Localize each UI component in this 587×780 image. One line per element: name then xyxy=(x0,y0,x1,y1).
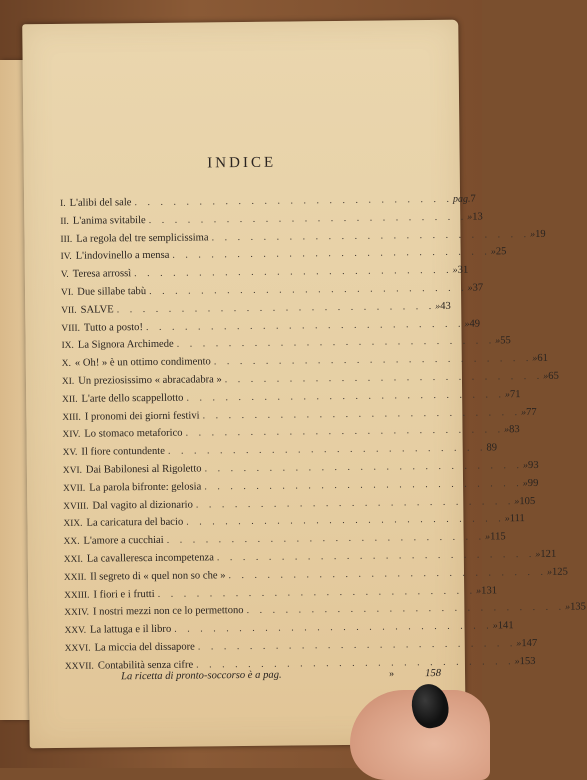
entry-page-number: 141 xyxy=(497,620,514,632)
entry-ditto: » xyxy=(546,566,553,578)
entry-title: Il fiore contundente xyxy=(81,445,165,458)
leader-dots: . . . . . . . . . . . . . . . . . . . . . . . . . xyxy=(166,531,486,546)
entry-page-number: 105 xyxy=(519,495,536,507)
entry-title: Il segreto di « quel non so che » xyxy=(90,569,226,583)
footer-ditto: » xyxy=(388,668,395,680)
table-of-contents xyxy=(60,193,587,678)
entry-number: XV. xyxy=(62,447,78,459)
entry-ditto: » xyxy=(467,282,473,294)
entry-ditto: » xyxy=(535,548,541,560)
leader-dots: . . . . . . . . . . . . . . . . . . . . . . . . . xyxy=(195,495,515,511)
entry-ditto: » xyxy=(504,424,510,436)
entry-title: Un preziosissimo « abracadabra » xyxy=(78,374,222,387)
footer-page-number: 158 xyxy=(425,667,442,680)
entry-ditto: » xyxy=(504,513,510,525)
leader-dots: . . . . . . . . . . . . . . . . . . . . . . . . . xyxy=(157,585,477,600)
entry-number: XVIII. xyxy=(63,501,89,512)
entry-ditto: » xyxy=(435,300,441,312)
entry-title: SALVE xyxy=(80,304,114,316)
page-heading: INDICE xyxy=(207,154,277,172)
entry-ditto: » xyxy=(565,601,571,613)
leader-dots: . . . . . . . . . . . . . . . . . . . . . . . . . xyxy=(204,477,523,493)
entry-page-number: 77 xyxy=(525,406,537,418)
leader-dots: . . . . . . . . . . . . . . . . . . . . . . . . . xyxy=(197,638,517,653)
leader-dots: . . . . . . . . . . . . . . . . . . . . . . . . . xyxy=(204,460,524,475)
entry-ditto: » xyxy=(516,638,522,650)
entry-title: I fiori e i frutti xyxy=(93,588,155,601)
entry-page-number: 83 xyxy=(509,424,520,436)
entry-number: XXIII. xyxy=(64,590,90,601)
leader-dots: . . . . . . . . . . . . . . . . . . . . . . . . . xyxy=(185,424,505,439)
entry-title: Tutto a posto! xyxy=(83,321,144,334)
entry-page-number: 25 xyxy=(495,246,507,258)
entry-title: L'arte dello scappellotto xyxy=(81,392,184,405)
entry-number: XIII. xyxy=(62,412,81,423)
entry-title: La miccia del dissapore xyxy=(94,641,195,654)
entry-title: Due sillabe tabù xyxy=(77,286,147,298)
entry-title: La parola bifronte: gelosia xyxy=(89,481,202,494)
footer-note xyxy=(91,668,441,683)
entry-ditto: » xyxy=(490,246,496,258)
entry-ditto: » xyxy=(520,406,527,418)
entry-number: XXVI. xyxy=(64,643,91,654)
entry-ditto: » xyxy=(495,335,501,347)
entry-title: I pronomi dei giorni festivi xyxy=(84,410,200,423)
leader-dots: . . . . . . . . . . . . . . . . . . . . . . . . . xyxy=(211,228,531,243)
entry-ditto: » xyxy=(522,477,528,489)
entry-ditto: » xyxy=(452,264,458,276)
leader-dots: . . . . . . . . . . . . . . . . . . . . . . . . . xyxy=(186,513,505,528)
entry-number: II. xyxy=(60,216,69,227)
entry-ditto: » xyxy=(514,655,520,667)
entry-ditto: » xyxy=(492,620,498,632)
entry-ditto: » xyxy=(467,211,473,223)
entry-ditto: » xyxy=(532,353,538,365)
entry-page-number: 37 xyxy=(472,282,484,294)
leader-dots: . . . . . . . . . . . . . . . . . . . . . . . . . xyxy=(145,318,465,333)
entry-page-number: 135 xyxy=(570,601,587,613)
footer-text: La ricetta di pronto-soccorso è a pag. xyxy=(121,669,282,683)
entry-title: L'anima svitabile xyxy=(72,214,146,227)
entry-page-number: 147 xyxy=(521,637,538,650)
entry-number: XXVII. xyxy=(64,661,94,672)
leader-dots: . . . . . . . . . . . . . . . . . . . . . . . . . xyxy=(196,655,515,671)
leader-dots: . . . . . . . . . . . . . . . . . . . . . . . . . xyxy=(213,353,533,368)
entry-page-number: 7 xyxy=(470,193,476,205)
entry-ditto: » xyxy=(485,531,491,543)
entry-page-number: 153 xyxy=(519,655,536,667)
entry-page-number: 31 xyxy=(457,264,469,276)
entry-page-number: 99 xyxy=(527,477,539,489)
leader-dots: . . . . . . . . . . . . . . . . . . . . . . . . . xyxy=(134,193,454,209)
entry-page-number: 61 xyxy=(537,352,548,365)
entry-number: XXIV. xyxy=(64,607,90,619)
leader-dots: . . . . . . . . . . . . . . . . . . . . . . . . . xyxy=(202,406,522,421)
entry-title: L'indovinello a mensa xyxy=(75,250,170,263)
leader-dots: . . . . . . . . . . . . . . . . . . . . . . . . . xyxy=(216,548,536,564)
entry-number: X. xyxy=(61,358,71,370)
leader-dots: . . . . . . . . . . . . . . . . . . . . . . . . . xyxy=(176,335,496,351)
entry-page-number: 71 xyxy=(509,388,521,400)
leader-dots: . . . . . . . . . . . . . . . . . . . . . . . . . xyxy=(148,211,468,226)
entry-title: L'amore a cucchiai xyxy=(83,534,164,547)
entry-page-number: 43 xyxy=(440,300,451,312)
entry-ditto: » xyxy=(476,585,482,597)
entry-number: XII. xyxy=(62,394,78,405)
entry-number: XX. xyxy=(63,536,80,548)
entry-title: Lo stomaco metaforico xyxy=(84,428,183,441)
entry-page-number: 131 xyxy=(481,584,498,597)
entry-number: XIV. xyxy=(62,430,81,441)
entry-ditto: » xyxy=(529,228,536,240)
book-page xyxy=(22,20,587,749)
leader-dots: . . . . . . . . . . . . . . . . . . . . . . . . . xyxy=(116,300,436,316)
entry-title: La caricatura del bacio xyxy=(86,516,184,530)
entry-page-number: 89 xyxy=(486,442,498,454)
entry-page-number: 13 xyxy=(472,211,483,223)
leader-dots: . . . . . . . . . . . . . . . . . . . . . . . . . xyxy=(224,370,544,386)
entry-title: Teresa arrossì xyxy=(72,268,132,280)
entry-title: La regola del tre semplicissima xyxy=(76,231,209,245)
leader-dots: . . . . . . . . . . . . . . . . . . . . . . . . . xyxy=(246,601,566,617)
leader-dots: . . . . . . . . . . . . . . . . . . . . . . . . . xyxy=(167,442,487,457)
entry-number: XVII. xyxy=(63,483,86,494)
entry-page-number: 49 xyxy=(469,318,481,330)
entry-title: La Signora Archimede xyxy=(77,339,174,352)
entry-ditto: pag. xyxy=(452,193,471,205)
entry-number: VIII. xyxy=(61,323,80,334)
entry-title: Dal vagito al dizionario xyxy=(92,499,193,512)
entry-page-number: 93 xyxy=(527,459,539,471)
entry-title: La lattuga e il libro xyxy=(89,623,172,636)
entry-ditto: » xyxy=(514,495,520,507)
entry-number: IX. xyxy=(61,341,74,352)
entry-number: XIX. xyxy=(63,519,83,530)
entry-title: Contabilità senza cifre xyxy=(97,659,194,672)
entry-page-number: 121 xyxy=(540,548,557,560)
entry-ditto: » xyxy=(522,459,529,472)
leader-dots: . . . . . . . . . . . . . . . . . . . . . . . . . xyxy=(149,282,468,297)
entry-number: XXII. xyxy=(63,572,87,583)
entry-number: I. xyxy=(60,198,66,209)
entry-number: XXI. xyxy=(63,554,83,565)
entry-number: XXV. xyxy=(64,625,87,637)
entry-number: III. xyxy=(60,234,73,245)
entry-ditto: » xyxy=(464,318,470,330)
leader-dots: . . . . . . . . . . . . . . . . . . . . . . . . . xyxy=(186,389,505,404)
entry-title: I nostri mezzi non ce lo permettono xyxy=(92,605,244,618)
entry-number: VII. xyxy=(61,305,77,316)
entry-number: XVI. xyxy=(62,465,82,476)
entry-number: IV. xyxy=(60,252,72,263)
entry-ditto: » xyxy=(543,370,549,382)
entry-title: L'alibi del sale xyxy=(69,197,132,209)
leader-dots: . . . . . . . . . . . . . . . . . . . . . . . . . xyxy=(134,264,453,280)
entry-page-number: 19 xyxy=(534,228,546,240)
entry-page-number: 125 xyxy=(551,566,568,578)
entry-ditto: » xyxy=(504,388,510,401)
entry-title: La cavalleresca incompetenza xyxy=(86,552,214,565)
entry-page-number: 115 xyxy=(490,531,506,543)
leader-dots: . . . . . . . . . . . . . . . . . . . . . . . . . xyxy=(228,566,548,581)
entry-number: XI. xyxy=(61,376,75,387)
leader-dots: . . . . . . . . . . . . . . . . . . . . . . . . . xyxy=(174,620,493,635)
entry-number: VI. xyxy=(60,287,74,298)
entry-page-number: 111 xyxy=(509,513,525,525)
entry-title: Dai Babilonesi al Rigoletto xyxy=(85,463,202,476)
entry-number: V. xyxy=(60,270,69,281)
entry-title: « Oh! » è un ottimo condimento xyxy=(74,356,211,369)
leader-dots: . . . . . . . . . . . . . . . . . . . . . . . . . xyxy=(172,246,491,262)
entry-page-number: 55 xyxy=(500,335,511,347)
entry-page-number: 65 xyxy=(548,370,559,382)
